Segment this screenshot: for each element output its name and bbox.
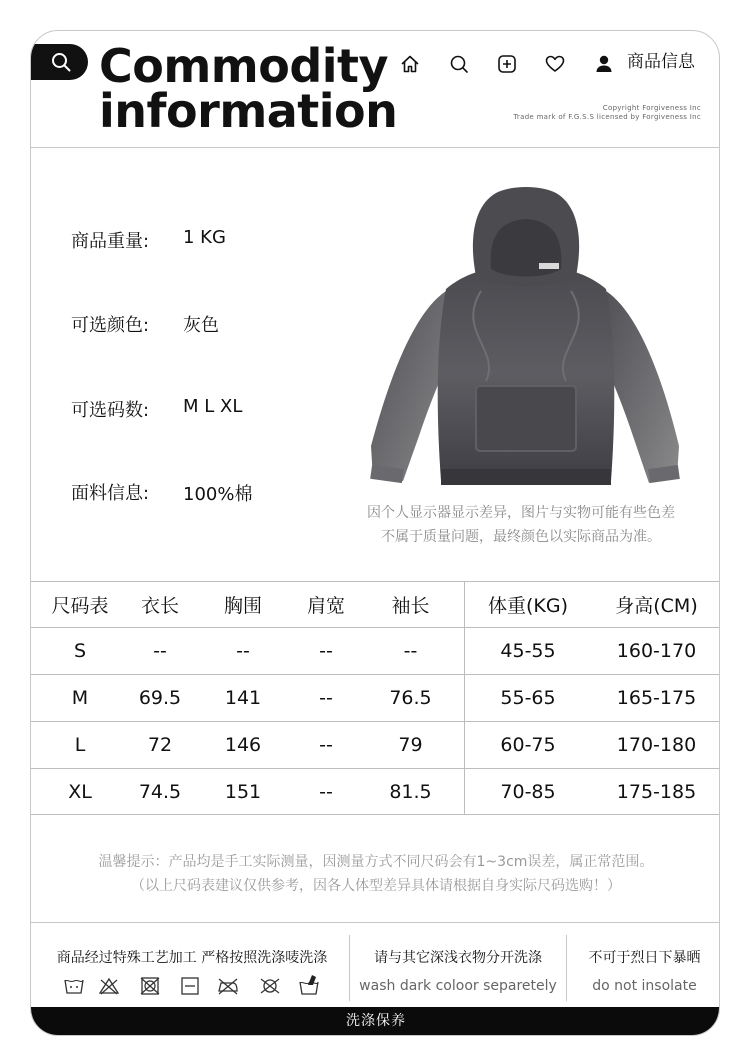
table-cell: 55-65 [500,687,556,709]
size-value: M L XL [183,396,243,417]
table-cell: 81.5 [389,780,432,803]
care-instruction-title: 商品经过特殊工艺加工 严格按照洗涤唛洗涤 [56,950,328,966]
hoodie-product-image [361,181,691,501]
table-header-cell: 袖长 [391,595,430,617]
separate-wash-title: 请与其它深浅衣物分开洗涤 [374,950,542,966]
table-cell: 76.5 [389,687,432,709]
trademark-line2: Trade mark of F.G.S.S licensed by Forgiveness Inc [513,113,701,121]
fabric-label: 面料信息: [71,483,150,504]
header [31,31,720,148]
hand-wash-icon [297,973,321,997]
table-header-cell: 肩宽 [306,595,345,617]
trademark-line1: Copyright Forgiveness Inc [602,104,701,112]
no-sun-title: 不可于烈日下暴晒 [588,950,701,966]
table-cell: -- [319,780,333,803]
heart-icon[interactable] [544,53,566,75]
table-cell: 74.5 [138,780,182,803]
table-cell: 70-85 [500,780,556,803]
no-sun-subtitle: do not insolate [592,978,697,994]
color-disclaimer [341,501,701,549]
table-header-cell: 体重(KG) [487,595,568,617]
table-cell: L [74,734,86,756]
page-title-line2: information [99,84,398,138]
table-cell: 69.5 [138,687,182,709]
weight-label: 商品重量: [71,231,150,252]
wash-30-icon [63,976,85,996]
table-cell: 79 [398,734,423,756]
search-button[interactable] [31,44,88,80]
color-label: 可选颜色: [71,315,150,336]
table-cell: 45-55 [500,640,556,662]
table-cell: S [73,640,87,662]
table-row [31,769,720,815]
care-section [31,922,720,1009]
table-cell: 165-175 [616,687,697,709]
no-bleach-icon [98,976,120,996]
fabric-value: 100%棉 [183,484,253,505]
search-icon [51,52,71,72]
table-cell: 160-170 [616,640,697,662]
table-cell: -- [319,687,333,709]
table-cell: 151 [224,780,262,803]
table-cell: -- [236,640,250,662]
search-icon[interactable] [448,53,470,75]
no-tumble-dry-icon [139,976,161,996]
footer-care-label: 洗涤保养 [31,1007,720,1035]
table-cell: 175-185 [616,780,697,803]
table-cell: 60-75 [500,734,556,756]
table-header-cell: 身高(CM) [615,595,698,617]
table-row [31,722,720,769]
user-icon[interactable] [593,53,615,75]
table-cell: M [71,687,89,709]
separate-wash-subtitle: wash dark coloor separetely [359,978,557,994]
table-header-row [31,581,720,628]
table-cell: -- [319,734,333,756]
product-info-card [30,30,720,1036]
dry-flat-icon [179,976,201,996]
disclaimer-line1: 因个人显示器显示差异，图片与实物可能有些色差 [367,505,675,521]
measurement-tip-line1: 温馨提示：产品均是手工实际测量，因测量方式不同尺码会有1~3cm误差，属正常范围。 [98,854,654,870]
table-cell: 141 [224,687,262,709]
weight-value: 1 KG [183,227,226,248]
table-column-divider [464,581,465,814]
color-value: 灰色 [183,315,219,336]
table-header-cell: 衣长 [140,595,179,617]
table-row [31,675,720,722]
table-cell: 146 [224,734,262,756]
measurement-tip-line2: （以上尺码表建议仅供参考，因各人体型差异具体请根据自身实际尺码选购！） [131,878,621,894]
care-divider [349,935,350,1001]
page-title-line1: Commodity [99,39,388,93]
size-label: 可选码数: [71,400,150,421]
table-header-cell: 尺码表 [51,595,109,617]
home-icon[interactable] [399,53,421,75]
table-header-cell: 胸围 [223,595,262,617]
no-iron-icon [216,976,240,996]
table-cell: 170-180 [616,734,697,756]
nav-label-product-info[interactable]: 商品信息 [627,52,695,72]
care-divider [566,935,567,1001]
table-cell: 72 [147,734,173,756]
table-cell: XL [68,780,92,803]
table-row [31,628,720,675]
disclaimer-line2: 不属于质量问题，最终颜色以实际商品为准。 [381,529,661,545]
plus-square-icon[interactable] [496,53,518,75]
no-dry-clean-icon [258,976,282,996]
trademark-text [513,104,701,122]
table-cell: -- [153,640,167,662]
table-cell: -- [319,640,333,662]
table-cell: -- [403,640,418,662]
